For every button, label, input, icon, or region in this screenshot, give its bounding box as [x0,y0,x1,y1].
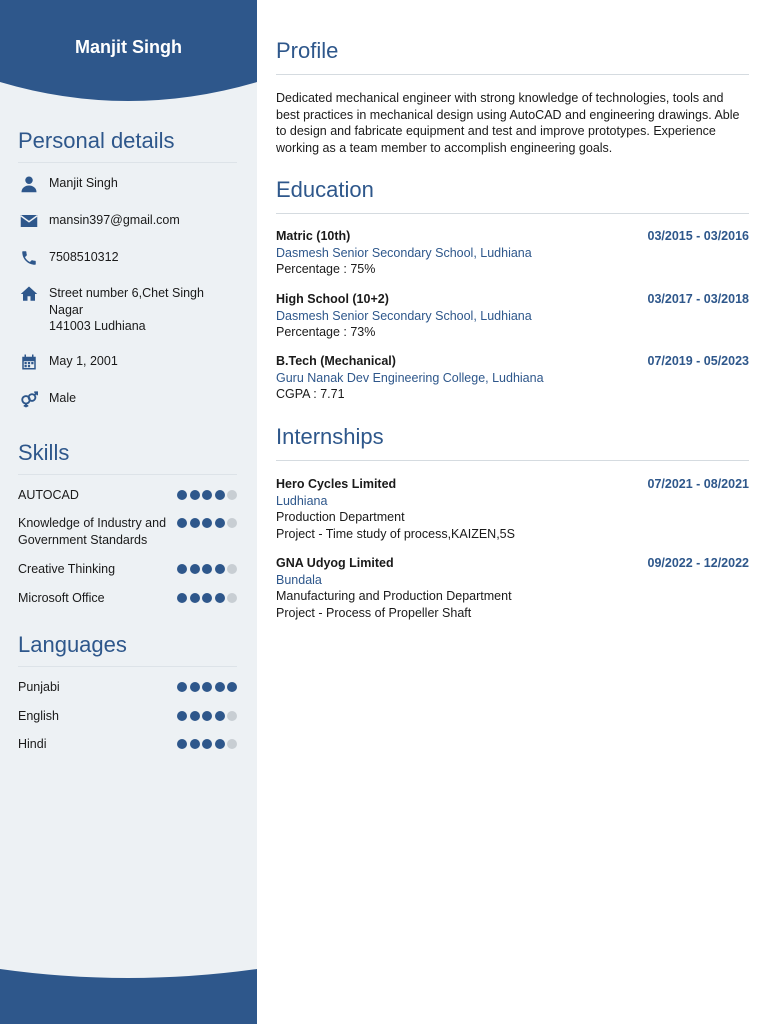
calendar-icon [18,353,40,371]
language-rating [177,679,237,692]
sidebar [0,0,257,1024]
education-school: Guru Nanak Dev Engineering College, Ludhiana [276,370,544,385]
rating-dot-filled [190,564,200,574]
rating-dot-filled [202,739,212,749]
detail-address-text: Street number 6,Chet Singh Nagar 141003 Ludhiana [49,286,204,333]
email-icon [18,212,40,230]
internship-project: Project - Process of Propeller Shaft [276,605,472,620]
rating-dot-filled [215,739,225,749]
skill-rating [177,487,237,500]
rating-dot-filled [215,518,225,528]
skill-row [18,561,237,578]
education-title: B.Tech (Mechanical) [276,354,396,368]
rating-dot-filled [202,593,212,603]
skill-label: AUTOCAD [18,488,79,502]
home-icon [18,285,40,303]
internship-department: Manufacturing and Production Department [276,589,512,603]
internship-department: Production Department [276,510,405,524]
detail-email [18,212,180,230]
personal-details-list [18,175,237,415]
rating-dot-filled [177,593,187,603]
skill-label: Microsoft Office [18,591,105,605]
detail-name [18,175,118,193]
rating-dot-filled [215,711,225,721]
skill-row [18,487,237,504]
skill-rating [177,561,237,574]
education-entry [276,228,749,278]
rating-dot-filled [177,682,187,692]
rating-dot-empty [227,490,237,500]
internship-location: Ludhiana [276,493,328,508]
candidate-name: Manjit Singh [75,37,182,57]
skills-heading: Skills [18,440,237,475]
skill-row [18,590,237,607]
internships-heading: Internships [276,424,749,461]
languages-heading: Languages [18,632,237,667]
skills-section [18,440,237,475]
rating-dot-filled [190,593,200,603]
skill-rating [177,515,237,528]
rating-dot-filled [190,518,200,528]
rating-dot-empty [227,518,237,528]
education-date: 03/2017 - 03/2018 [647,292,749,306]
personal-details-heading: Personal details [18,128,237,163]
footer-band [0,969,257,1024]
rating-dot-filled [202,490,212,500]
rating-dot-filled [190,739,200,749]
language-rating [177,708,237,721]
language-label: English [18,709,59,723]
rating-dot-filled [190,490,200,500]
language-label: Punjabi [18,680,60,694]
education-school: Dasmesh Senior Secondary School, Ludhiana [276,245,532,260]
internship-entry [276,555,749,621]
detail-name-text: Manjit Singh [49,176,118,190]
education-date: 03/2015 - 03/2016 [647,229,749,243]
rating-dot-empty [227,593,237,603]
skill-label: Knowledge of Industry and Government Standards [18,516,167,547]
rating-dot-filled [202,711,212,721]
detail-address [18,285,204,335]
education-school: Dasmesh Senior Secondary School, Ludhiana [276,308,532,323]
skill-rating [177,590,237,603]
rating-dot-filled [215,490,225,500]
languages-list [18,679,237,759]
internship-entry [276,476,749,542]
education-title: High School (10+2) [276,292,389,306]
education-date: 07/2019 - 05/2023 [647,354,749,368]
rating-dot-filled [190,711,200,721]
internship-company: Hero Cycles Limited [276,477,397,491]
profile-heading: Profile [276,38,749,75]
internship-location: Bundala [276,572,322,587]
person-icon [18,175,40,193]
rating-dot-empty [227,564,237,574]
rating-dot-filled [177,490,187,500]
education-title: Matric (10th) [276,229,351,243]
detail-birthdate [18,353,118,371]
rating-dot-filled [177,518,187,528]
personal-details-section [18,128,237,163]
detail-phone-text: 7508510312 [49,250,119,264]
gender-icon [18,390,40,408]
education-entry [276,353,749,403]
rating-dot-filled [215,564,225,574]
languages-section [18,632,237,667]
profile-text: Dedicated mechanical engineer with strong knowledge of technologies, tools and best practices in mechanical design using AutoCAD and engineering drawings. Able to design and fabricate equipment and test and improve prototypes. Experience working as a team member to accomplish engineering goals. [276,91,740,155]
internship-date: 07/2021 - 08/2021 [647,477,749,491]
detail-gender [18,390,76,408]
skill-row [18,515,237,548]
language-row [18,708,237,725]
education-heading: Education [276,177,749,214]
phone-icon [18,249,40,267]
detail-birthdate-text: May 1, 2001 [49,354,118,368]
language-row [18,736,237,753]
detail-email-text: mansin397@gmail.com [49,213,180,227]
education-score: Percentage : 73% [276,325,376,339]
internship-date: 09/2022 - 12/2022 [647,556,749,570]
rating-dot-filled [202,518,212,528]
skill-label: Creative Thinking [18,562,116,576]
rating-dot-filled [177,739,187,749]
internship-project: Project - Time study of process,KAIZEN,5S [276,526,515,541]
language-row [18,679,237,696]
internship-company: GNA Udyog Limited [276,556,394,570]
detail-phone [18,249,119,267]
language-label: Hindi [18,737,47,751]
rating-dot-filled [215,593,225,603]
rating-dot-empty [227,711,237,721]
skills-list [18,487,237,617]
rating-dot-filled [215,682,225,692]
rating-dot-filled [202,682,212,692]
rating-dot-filled [202,564,212,574]
language-rating [177,736,237,749]
rating-dot-filled [227,682,237,692]
rating-dot-filled [177,564,187,574]
detail-gender-text: Male [49,391,77,405]
rating-dot-filled [190,682,200,692]
education-entry [276,291,749,341]
rating-dot-empty [227,739,237,749]
education-score: CGPA : 7.71 [276,387,345,401]
rating-dot-filled [177,711,187,721]
education-score: Percentage : 75% [276,262,376,276]
